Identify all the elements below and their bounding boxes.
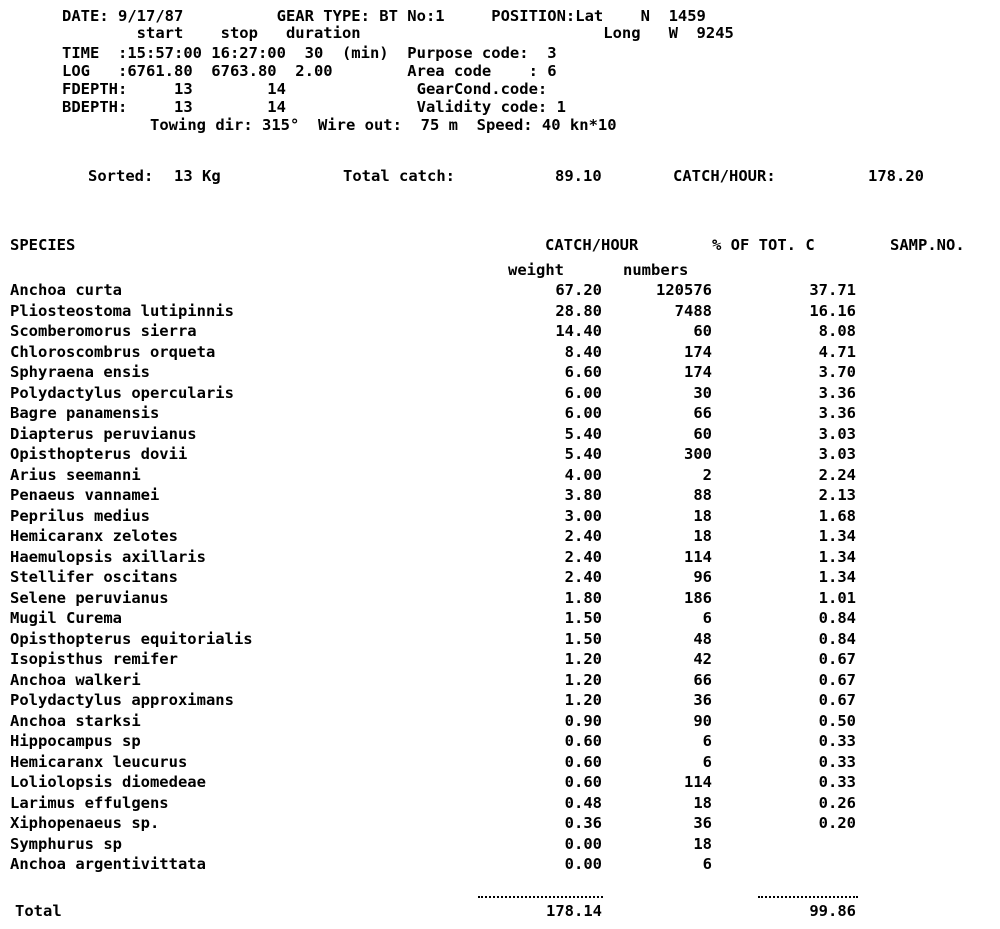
pct-value: 0.26: [818, 794, 856, 812]
species-name: Larimus effulgens: [10, 794, 169, 812]
header-line-fdepth: FDEPTH: 13 14 GearCond.code:: [62, 80, 548, 98]
numbers-value: 6: [702, 609, 712, 627]
species-name: Anchoa walkeri: [10, 671, 141, 689]
pct-value: 1.01: [818, 589, 856, 607]
weight-value: 2.40: [564, 527, 602, 545]
weight-value: 0.60: [564, 773, 602, 791]
numbers-value: 48: [693, 630, 712, 648]
pct-value: 16.16: [809, 302, 856, 320]
weight-value: 0.00: [564, 835, 602, 853]
sub-numbers-header: numbers: [623, 261, 689, 279]
total-pct: 99.86: [809, 902, 856, 920]
pct-value: 1.34: [818, 548, 856, 566]
catch-hour-value: 178.20: [868, 167, 924, 185]
pct-value: 2.13: [818, 486, 856, 504]
numbers-value: 66: [693, 404, 712, 422]
numbers-value: 18: [693, 527, 712, 545]
pct-value: 8.08: [818, 322, 856, 340]
pct-value: 3.03: [818, 425, 856, 443]
numbers-value: 42: [693, 650, 712, 668]
pct-value: 37.71: [809, 281, 856, 299]
weight-value: 0.90: [564, 712, 602, 730]
species-name: Polydactylus opercularis: [10, 384, 234, 402]
species-name: Stellifer oscitans: [10, 568, 178, 586]
weight-value: 3.00: [564, 507, 602, 525]
pct-value: 0.67: [818, 671, 856, 689]
header-line-date: DATE: 9/17/87 GEAR TYPE: BT No:1 POSITION:Lat N 1459: [62, 7, 706, 25]
species-name: Chloroscombrus orqueta: [10, 343, 216, 361]
sorted-label: Sorted:: [88, 167, 154, 185]
pct-value: 0.20: [818, 814, 856, 832]
weight-value: 14.40: [555, 322, 602, 340]
weight-value: 8.40: [564, 343, 602, 361]
header-line-bdepth: BDEPTH: 13 14 Validity code: 1: [62, 98, 566, 116]
header-line-time: TIME :15:57:00 16:27:00 30 (min) Purpose code: 3: [62, 44, 557, 62]
numbers-value: 6: [702, 732, 712, 750]
total-weight-rule: [478, 896, 603, 898]
pct-value: 1.34: [818, 568, 856, 586]
total-weight: 178.14: [546, 902, 602, 920]
numbers-value: 60: [693, 425, 712, 443]
pct-value: 1.34: [818, 527, 856, 545]
numbers-value: 36: [693, 814, 712, 832]
numbers-value: 174: [684, 363, 712, 381]
weight-value: 28.80: [555, 302, 602, 320]
numbers-value: 96: [693, 568, 712, 586]
numbers-value: 60: [693, 322, 712, 340]
numbers-value: 114: [684, 773, 712, 791]
numbers-value: 120576: [656, 281, 712, 299]
col-samp-header: SAMP.NO.: [890, 236, 965, 254]
numbers-value: 18: [693, 835, 712, 853]
species-name: Anchoa argentivittata: [10, 855, 206, 873]
species-name: Opisthopterus dovii: [10, 445, 188, 463]
numbers-value: 18: [693, 794, 712, 812]
weight-value: 0.36: [564, 814, 602, 832]
numbers-value: 7488: [674, 302, 712, 320]
species-name: Loliolopsis diomedeae: [10, 773, 206, 791]
numbers-value: 18: [693, 507, 712, 525]
weight-value: 6.00: [564, 384, 602, 402]
weight-value: 6.00: [564, 404, 602, 422]
sorted-value: 13 Kg: [174, 167, 221, 185]
pct-value: 0.50: [818, 712, 856, 730]
species-name: Sphyraena ensis: [10, 363, 150, 381]
weight-value: 0.48: [564, 794, 602, 812]
species-name: Pliosteostoma lutipinnis: [10, 302, 234, 320]
species-name: Symphurus sp: [10, 835, 122, 853]
species-name: Opisthopterus equitorialis: [10, 630, 253, 648]
total-label: Total: [15, 902, 62, 920]
numbers-value: 174: [684, 343, 712, 361]
weight-value: 1.20: [564, 650, 602, 668]
pct-value: 2.24: [818, 466, 856, 484]
numbers-value: 186: [684, 589, 712, 607]
numbers-value: 6: [702, 855, 712, 873]
weight-value: 0.00: [564, 855, 602, 873]
total-catch-value: 89.10: [555, 167, 602, 185]
pct-value: 0.33: [818, 753, 856, 771]
species-name: Hippocampus sp: [10, 732, 141, 750]
numbers-value: 90: [693, 712, 712, 730]
weight-value: 4.00: [564, 466, 602, 484]
weight-value: 1.50: [564, 609, 602, 627]
numbers-value: 88: [693, 486, 712, 504]
numbers-value: 300: [684, 445, 712, 463]
species-name: Diapterus peruvianus: [10, 425, 197, 443]
pct-value: 3.36: [818, 384, 856, 402]
pct-value: 1.68: [818, 507, 856, 525]
header-line-towing: Towing dir: 315° Wire out: 75 m Speed: 40 kn*10: [150, 116, 617, 134]
pct-value: 0.84: [818, 609, 856, 627]
total-pct-rule: [758, 896, 858, 898]
weight-value: 67.20: [555, 281, 602, 299]
sub-weight-header: weight: [508, 261, 564, 279]
species-name: Hemicaranx zelotes: [10, 527, 178, 545]
numbers-value: 6: [702, 753, 712, 771]
species-name: Hemicaranx leucurus: [10, 753, 188, 771]
col-catch-hour-header: CATCH/HOUR: [545, 236, 639, 254]
weight-value: 3.80: [564, 486, 602, 504]
col-pct-header: % OF TOT. C: [712, 236, 815, 254]
numbers-value: 36: [693, 691, 712, 709]
pct-value: 0.33: [818, 773, 856, 791]
weight-value: 1.20: [564, 691, 602, 709]
weight-value: 5.40: [564, 425, 602, 443]
species-name: Bagre panamensis: [10, 404, 160, 422]
total-catch-label: Total catch:: [343, 167, 455, 185]
pct-value: 3.36: [818, 404, 856, 422]
weight-value: 5.40: [564, 445, 602, 463]
numbers-value: 30: [693, 384, 712, 402]
numbers-value: 114: [684, 548, 712, 566]
species-name: Arius seemanni: [10, 466, 141, 484]
weight-value: 6.60: [564, 363, 602, 381]
species-name: Isopisthus remifer: [10, 650, 178, 668]
weight-value: 2.40: [564, 548, 602, 566]
pct-value: 0.67: [818, 650, 856, 668]
species-name: Polydactylus approximans: [10, 691, 234, 709]
catch-hour-label: CATCH/HOUR:: [673, 167, 776, 185]
col-species-header: SPECIES: [10, 236, 76, 254]
header-line-columns: start stop duration Long W 9245: [62, 24, 734, 42]
header-line-log: LOG :6761.80 6763.80 2.00 Area code : 6: [62, 62, 557, 80]
numbers-value: 2: [702, 466, 712, 484]
species-name: Selene peruvianus: [10, 589, 169, 607]
pct-value: 3.70: [818, 363, 856, 381]
pct-value: 3.03: [818, 445, 856, 463]
weight-value: 0.60: [564, 732, 602, 750]
pct-value: 0.67: [818, 691, 856, 709]
pct-value: 4.71: [818, 343, 856, 361]
species-name: Xiphopenaeus sp.: [10, 814, 160, 832]
weight-value: 1.80: [564, 589, 602, 607]
species-name: Peprilus medius: [10, 507, 150, 525]
pct-value: 0.84: [818, 630, 856, 648]
weight-value: 1.20: [564, 671, 602, 689]
species-name: Penaeus vannamei: [10, 486, 160, 504]
species-name: Scomberomorus sierra: [10, 322, 197, 340]
pct-value: 0.33: [818, 732, 856, 750]
weight-value: 1.50: [564, 630, 602, 648]
species-name: Haemulopsis axillaris: [10, 548, 206, 566]
weight-value: 2.40: [564, 568, 602, 586]
species-name: Anchoa curta: [10, 281, 122, 299]
numbers-value: 66: [693, 671, 712, 689]
species-name: Anchoa starksi: [10, 712, 141, 730]
species-name: Mugil Curema: [10, 609, 122, 627]
weight-value: 0.60: [564, 753, 602, 771]
